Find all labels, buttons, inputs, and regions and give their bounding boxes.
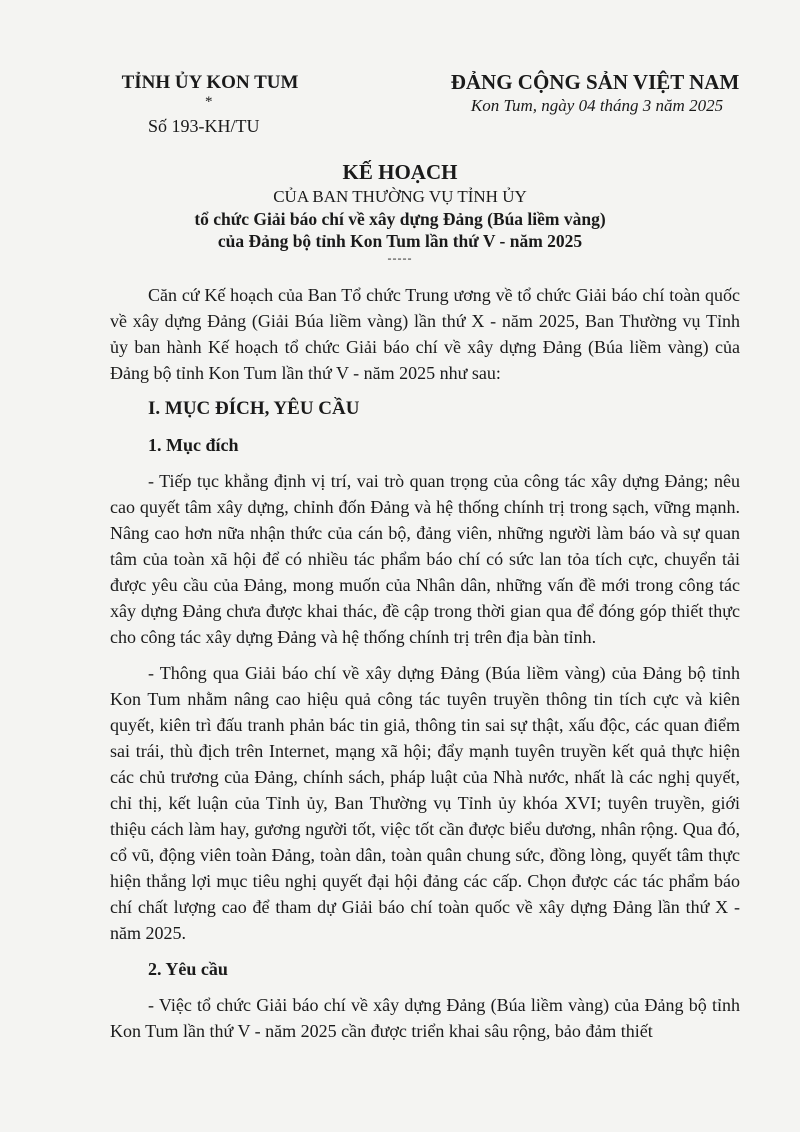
- intro-paragraph: Căn cứ Kế hoạch của Ban Tổ chức Trung ương về tổ chức Giải báo chí toàn quốc về xây dựng Đảng (Giải Búa liềm vàng) lần thứ X - năm 2025, Ban Thường vụ Tỉnh ủy ban hành Kế hoạch tổ chức Giải báo chí về xây dựng Đảng (Búa liềm vàng) của Đảng bộ tỉnh Kon Tum lần thứ V - năm 2025 như sau:: [110, 285, 740, 383]
- paragraph: - Việc tổ chức Giải báo chí về xây dựng Đảng (Búa liềm vàng) của Đảng bộ tỉnh Kon Tum lần thứ V - năm 2025 cần được triển khai sâu rộng, bảo đảm thiết: [110, 995, 740, 1041]
- separator-star: *: [205, 94, 213, 110]
- section-heading: I. MỤC ĐÍCH, YÊU CẦU: [148, 398, 360, 419]
- paragraph: - Thông qua Giải báo chí về xây dựng Đảng (Búa liềm vàng) của Đảng bộ tỉnh Kon Tum nhằm nâng cao hiệu quả công tác tuyên truyền thông tin tích cực và kiên quyết, kiên trì đấu tranh phản bác tin giả, thông tin sai sự thật, xấu độc, các quan điểm sai trái, thù địch trên Internet, mạng xã hội; đẩy mạnh tuyên truyền kết quả thực hiện các chủ trương của Đảng, chính sách, pháp luật của Nhà nước, nhất là các nghị quyết, chỉ thị, kết luận của Tỉnh ủy, Ban Thường vụ Tỉnh ủy khóa XVI; tuyên truyền, giới thiệu cách làm hay, gương người tốt, việc tốt cần được biểu dương, nhân rộng. Qua đó, cổ vũ, động viên toàn Đảng, toàn dân, toàn quân chung sức, đồng lòng, quyết tâm thực hiện thắng lợi mục tiêu nghị quyết đại hội đảng các cấp. Chọn được các tác phẩm báo chí chất lượng cao để tham dự Giải báo chí toàn quốc về xây dựng Đảng lần thứ X - năm 2025.: [110, 663, 740, 943]
- subsection-heading: 2. Yêu cầu: [148, 959, 228, 979]
- issuing-organization: TỈNH ỦY KON TUM: [121, 72, 299, 93]
- document-type: KẾ HOẠCH: [342, 160, 458, 184]
- paragraph: - Tiếp tục khẳng định vị trí, vai trò quan trọng của công tác xây dựng Đảng; nêu cao quyết tâm xây dựng, chỉnh đốn Đảng và hệ thống chính trị trong sạch, vững mạnh. Nâng cao hơn nữa nhận thức của cán bộ, đảng viên, những người làm báo và sự quan tâm của toàn xã hội để có nhiều tác phẩm báo chí có sức lan tỏa tích cực, chuyển tải được yêu cầu của Đảng, mong muốn của Nhân dân, những vấn đề mới trong công tác xây dựng Đảng chưa được khai thác, đề cập trong thời gian qua để đóng góp thiết thực cho công tác xây dựng Đảng và hệ thống chính trị trên địa bàn tỉnh.: [110, 471, 740, 647]
- party-name: ĐẢNG CỘNG SẢN VIỆT NAM: [450, 70, 740, 94]
- issuer-line: CỦA BAN THƯỜNG VỤ TỈNH ỦY: [273, 187, 527, 206]
- subsection-heading: 1. Mục đích: [148, 435, 239, 455]
- title-block: [140, 158, 660, 264]
- subject-line-1: tổ chức Giải báo chí về xây dựng Đảng (Búa liềm vàng): [194, 209, 606, 229]
- place-date: Kon Tum, ngày 04 tháng 3 năm 2025: [470, 96, 724, 115]
- title-divider: -----: [387, 251, 413, 265]
- document-body: [110, 282, 740, 1054]
- document-number: Số 193-KH/TU: [148, 116, 260, 136]
- subject-line-2: của Đảng bộ tỉnh Kon Tum lần thứ V - năm 2025: [217, 231, 583, 251]
